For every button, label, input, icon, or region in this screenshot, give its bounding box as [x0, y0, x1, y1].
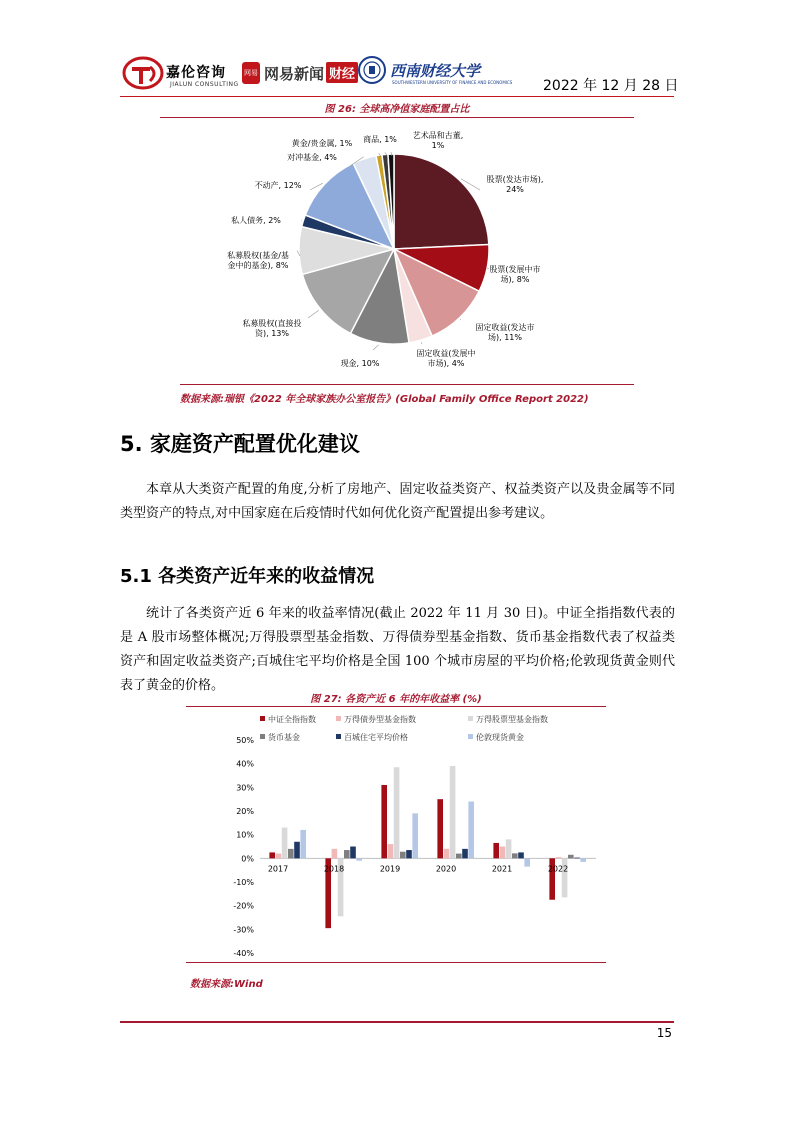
pie-slice-label: 现金, 10%: [340, 359, 380, 368]
bar: [462, 849, 468, 858]
legend-label: 万得股票型基金指数: [476, 715, 548, 724]
bar: [269, 852, 275, 858]
bar: [388, 844, 394, 858]
pie-slice-label: 股票(发展中市场), 8%: [489, 265, 541, 284]
legend-swatch: [260, 734, 265, 739]
pie-slice-label: 黄金/贵金属, 1%: [291, 139, 353, 148]
pie-slice-label: 商品, 1%: [363, 135, 397, 144]
x-tick-label: 2017: [267, 864, 289, 874]
pie-slice: [394, 154, 489, 249]
section-5-heading: 5. 家庭资产配置优化建议: [120, 432, 360, 456]
bar: [412, 813, 418, 858]
bar: [350, 847, 356, 859]
bar: [288, 849, 294, 858]
x-tick-label: 2019: [379, 864, 401, 874]
section-5-1-heading: 5.1 各类资产近年来的收益情况: [120, 566, 375, 587]
pie-leader-line: [308, 310, 319, 318]
bar: [506, 839, 512, 858]
bar: [332, 849, 338, 858]
bar: [450, 766, 456, 858]
jialun-logo-subtext: JIALUN CONSULTING: [170, 81, 239, 88]
swufe-logo-text: 西南财经大学: [390, 62, 481, 80]
pie-slice-label: 私募股权(基金/基金中的基金), 8%: [227, 251, 289, 270]
section-5-paragraph: 本章从大类资产配置的角度,分析了房地产、固定收益类资产、权益类资产以及贵金属等不同类型资产的特点,对中国家庭在后疫情时代如何优化资产配置提出参考建议。: [120, 482, 675, 521]
figure-26-top-rule: [160, 117, 634, 118]
bar: [294, 842, 300, 859]
legend-swatch: [336, 716, 341, 721]
bar: [406, 850, 412, 858]
bar: [300, 830, 306, 858]
legend-swatch: [468, 734, 473, 739]
y-tick-label: -20%: [233, 901, 254, 911]
page-number: 15: [656, 1026, 672, 1040]
x-tick-label: 2020: [435, 864, 457, 874]
y-tick-label: -30%: [233, 925, 254, 935]
bar: [282, 828, 288, 859]
report-date: 2022 年 12 月 28 日: [543, 78, 679, 94]
bar: [400, 852, 406, 859]
section-5-1-paragraph: 统计了各类资产近 6 年来的收益率情况(截止 2022 年 11 月 30 日)。中证全指指数代表的是 A 股市场整体概况;万得股票型基金指数、万得债券型基金指数、货币基金指数代表了权益类资产和固定收益类资产;百城住宅平均价格是全国 100 个城市房屋的平均价格;伦敦现货黄金则代表了黄金的价格。: [120, 606, 675, 693]
caijing-logo: 财经: [326, 62, 358, 83]
y-tick-label: 0%: [241, 854, 254, 864]
netease-news-logo: 网易新闻: [264, 65, 325, 83]
pie-slice-label: 对冲基金, 4%: [287, 153, 337, 162]
y-tick-label: 10%: [236, 830, 254, 840]
bar: [444, 849, 450, 858]
pie-slice-label: 私人债务, 2%: [231, 216, 281, 225]
jialun-logo-text: 嘉伦咨询: [166, 65, 226, 81]
netease-badge-icon: 网易: [242, 62, 260, 84]
bar: [437, 799, 443, 858]
y-tick-label: 20%: [236, 807, 254, 816]
y-tick-label: -10%: [233, 878, 254, 887]
y-tick-label: -40%: [233, 949, 254, 958]
pie-slice-label: 固定收益(发达市场), 11%: [475, 323, 535, 342]
swufe-logo-subtext: SOUTHWESTERN UNIVERSITY OF FINANCE AND ECONOMICS: [392, 80, 513, 85]
bar: [518, 852, 524, 858]
bar: [394, 767, 400, 858]
bar: [500, 847, 506, 859]
pie-leader-line: [373, 345, 379, 350]
legend-label: 万得债券型基金指数: [344, 715, 416, 724]
bar: [276, 854, 282, 859]
footer-divider: [120, 1021, 674, 1023]
bar: [556, 857, 562, 858]
pie-leader-line: [460, 319, 461, 320]
jialun-logo-icon: [122, 55, 164, 91]
figure-26-bottom-rule: [180, 384, 634, 385]
allocation-pie-chart: [160, 120, 634, 380]
figure-26-title: 图 26: 全球高净值家庭配置占比: [324, 104, 470, 115]
annual-return-bar-chart: [186, 708, 606, 960]
pie-slice-label: 不动产, 12%: [254, 181, 302, 190]
legend-label: 中证全指指数: [268, 715, 316, 724]
pie-slice-label: 固定收益(发展中市场), 4%: [416, 349, 476, 368]
pie-slice-label: 股票(发达市场), 24%: [486, 175, 544, 194]
bar: [574, 858, 580, 859]
y-tick-label: 30%: [236, 783, 254, 793]
y-tick-label: 50%: [236, 736, 254, 745]
legend-swatch: [336, 734, 341, 739]
pie-slice-label: 艺术品和古董, 1%: [412, 131, 464, 150]
figure-26-source: 数据来源:瑞银《2022 年全球家族办公室报告》(Global Family Office Report 2022): [180, 394, 589, 405]
bar: [524, 858, 530, 866]
figure-27-source: 数据来源:Wind: [190, 979, 263, 990]
legend-label: 货币基金: [268, 733, 300, 742]
pie-slice-label: 私募股权(直接投资), 13%: [242, 319, 302, 338]
figure-27-bottom-rule: [186, 962, 606, 963]
y-tick-label: 40%: [236, 759, 254, 769]
legend-label: 百城住宅平均价格: [344, 733, 408, 742]
header-divider: [120, 96, 674, 97]
swufe-seal-icon: [358, 56, 386, 84]
legend-swatch: [468, 716, 473, 721]
bar: [456, 854, 462, 859]
bar: [381, 785, 387, 858]
legend-swatch: [260, 716, 265, 721]
bar: [512, 853, 518, 858]
legend-label: 伦敦现货黄金: [476, 733, 524, 742]
pie-leader-line: [421, 342, 422, 344]
x-tick-label: 2018: [323, 864, 345, 874]
bar: [568, 855, 574, 859]
bar: [356, 858, 362, 860]
bar: [344, 850, 350, 858]
figure-27-title: 图 27: 各资产近 6 年的年收益率 (%): [310, 694, 482, 705]
bar: [580, 858, 586, 862]
bar: [468, 802, 474, 859]
x-tick-label: 2021: [491, 864, 513, 874]
x-tick-label: 2022: [547, 864, 569, 874]
bar: [493, 843, 499, 858]
figure-27-top-rule: [186, 706, 606, 707]
